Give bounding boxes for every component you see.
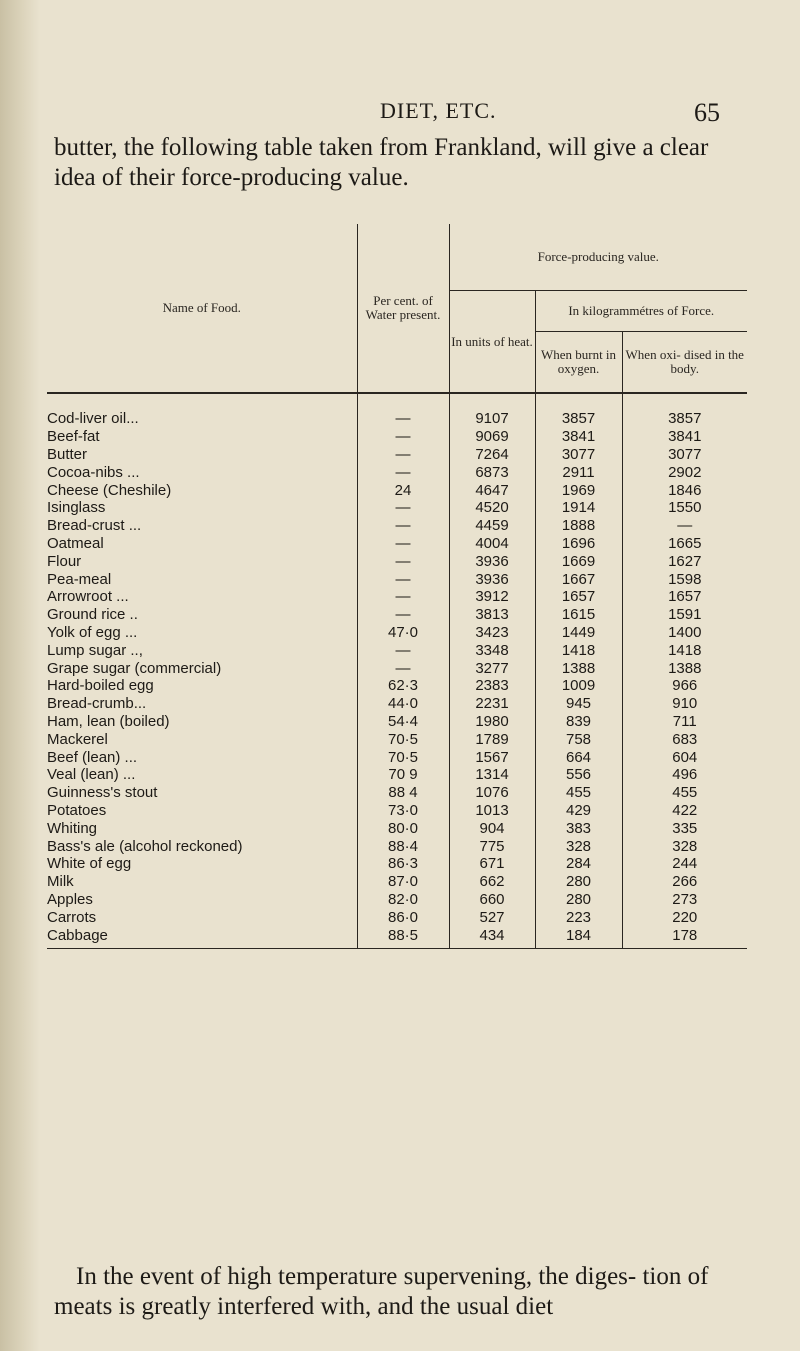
water-percent-cell: — [357, 552, 449, 570]
heat-units-cell: 3277 [449, 659, 535, 677]
food-name-cell: Butter [47, 445, 88, 463]
burnt-in-oxygen-cell: 839 [535, 713, 622, 731]
water-percent-cell: — [357, 499, 449, 517]
oxidised-in-body-cell: 220 [622, 908, 747, 926]
table-row [47, 659, 747, 677]
table-row [47, 766, 747, 784]
oxidised-in-body-cell: 1627 [622, 552, 747, 570]
water-percent-cell: 62·3 [357, 677, 449, 695]
oxidised-in-body-cell: 1846 [622, 481, 747, 499]
food-name-cell: Cod-liver oil... [47, 410, 139, 428]
food-name-cell: Yolk of egg ... [47, 623, 138, 641]
water-percent-cell: 24 [357, 481, 449, 499]
burnt-in-oxygen-cell: 280 [535, 873, 622, 891]
food-name-cell: Potatoes [47, 801, 107, 819]
header-force-producing: Force-producing value. [449, 224, 747, 291]
burnt-in-oxygen-cell: 1669 [535, 552, 622, 570]
water-percent-cell: — [357, 446, 449, 464]
oxidised-in-body-cell: 1418 [622, 641, 747, 659]
header-kilogrammetres: In kilogrammétres of Force. [535, 291, 747, 332]
header-water-percent: Per cent. of Water present. [357, 224, 449, 393]
burnt-in-oxygen-cell: 284 [535, 855, 622, 873]
table-row [47, 695, 747, 713]
burnt-in-oxygen-cell: 556 [535, 766, 622, 784]
burnt-in-oxygen-cell: 1667 [535, 570, 622, 588]
table-row [47, 802, 747, 820]
burnt-in-oxygen-cell: 664 [535, 748, 622, 766]
burnt-in-oxygen-cell: 2911 [535, 463, 622, 481]
food-name-cell: Bass's ale (alcohol reckoned) [47, 837, 243, 855]
heat-units-cell: 4520 [449, 499, 535, 517]
closing-paragraph: In the event of high temperature supervening, the diges- tion of meats is greatly interfered with, and the usual diet [54, 1263, 709, 1320]
food-name-cell: Grape sugar (commercial) [47, 659, 222, 677]
table-row [47, 624, 747, 642]
heat-units-cell: 527 [449, 908, 535, 926]
water-percent-cell: 88 4 [357, 784, 449, 802]
food-name-cell: Whiting [47, 819, 98, 837]
water-percent-cell: — [357, 463, 449, 481]
burnt-in-oxygen-cell: 3077 [535, 446, 622, 464]
food-name-cell: Cheese (Cheshile) [47, 481, 172, 499]
oxidised-in-body-cell: 1591 [622, 606, 747, 624]
food-name-cell: Flour [47, 552, 82, 570]
burnt-in-oxygen-cell: 1696 [535, 535, 622, 553]
table-row [47, 873, 747, 891]
page-edge-shadow [0, 0, 40, 1351]
heat-units-cell: 1567 [449, 748, 535, 766]
oxidised-in-body-cell: — [622, 517, 747, 535]
header-oxidised-in-body: When oxi- dised in the body. [622, 332, 747, 394]
food-name-cell: Isinglass [47, 499, 106, 517]
oxidised-in-body-cell: 3857 [622, 410, 747, 428]
water-percent-cell: 70·5 [357, 748, 449, 766]
food-name-cell: Bread-crust ... [47, 517, 142, 535]
food-name-cell: Hard-boiled egg [47, 677, 154, 695]
oxidised-in-body-cell: 422 [622, 802, 747, 820]
table-row [47, 552, 747, 570]
water-percent-cell: 87·0 [357, 873, 449, 891]
heat-units-cell: 1076 [449, 784, 535, 802]
burnt-in-oxygen-cell: 1449 [535, 624, 622, 642]
running-head: DIET, ETC. [380, 98, 497, 123]
table-row [47, 517, 747, 535]
heat-units-cell: 1980 [449, 713, 535, 731]
heat-units-cell: 4004 [449, 535, 535, 553]
water-percent-cell: — [357, 606, 449, 624]
oxidised-in-body-cell: 1550 [622, 499, 747, 517]
oxidised-in-body-cell: 1657 [622, 588, 747, 606]
oxidised-in-body-cell: 1400 [622, 624, 747, 642]
burnt-in-oxygen-cell: 328 [535, 837, 622, 855]
food-name-cell: Lump sugar .., [47, 641, 143, 659]
burnt-in-oxygen-cell: 1914 [535, 499, 622, 517]
oxidised-in-body-cell: 1388 [622, 659, 747, 677]
heat-units-cell: 3912 [449, 588, 535, 606]
table-row [47, 428, 747, 446]
burnt-in-oxygen-cell: 1418 [535, 641, 622, 659]
heat-units-cell: 1314 [449, 766, 535, 784]
heat-units-cell: 7264 [449, 446, 535, 464]
oxidised-in-body-cell: 496 [622, 766, 747, 784]
oxidised-in-body-cell: 3841 [622, 428, 747, 446]
burnt-in-oxygen-cell: 758 [535, 730, 622, 748]
header-units-of-heat: In units of heat. [449, 291, 535, 394]
burnt-in-oxygen-cell: 1615 [535, 606, 622, 624]
food-name-cell: Oatmeal [47, 534, 104, 552]
table-row [47, 588, 747, 606]
burnt-in-oxygen-cell: 184 [535, 926, 622, 944]
oxidised-in-body-cell: 1598 [622, 570, 747, 588]
food-name-cell: Pea-meal [47, 570, 112, 588]
heat-units-cell: 3423 [449, 624, 535, 642]
oxidised-in-body-cell: 335 [622, 819, 747, 837]
table-row [47, 730, 747, 748]
water-percent-cell: — [357, 410, 449, 428]
table-bottom-rule [47, 944, 747, 949]
heat-units-cell: 434 [449, 926, 535, 944]
heat-units-cell: 2231 [449, 695, 535, 713]
table-row [47, 784, 747, 802]
water-percent-cell: 82·0 [357, 891, 449, 909]
water-percent-cell: 88·4 [357, 837, 449, 855]
page-number: 65 [694, 98, 720, 127]
heat-units-cell: 1789 [449, 730, 535, 748]
water-percent-cell: — [357, 588, 449, 606]
oxidised-in-body-cell: 910 [622, 695, 747, 713]
table-row [47, 908, 747, 926]
heat-units-cell: 662 [449, 873, 535, 891]
food-name-cell: Guinness's stout [47, 784, 158, 802]
table-row [47, 446, 747, 464]
water-percent-cell: — [357, 570, 449, 588]
heat-units-cell: 2383 [449, 677, 535, 695]
oxidised-in-body-cell: 2902 [622, 463, 747, 481]
oxidised-in-body-cell: 455 [622, 784, 747, 802]
water-percent-cell: 88·5 [357, 926, 449, 944]
heat-units-cell: 9107 [449, 410, 535, 428]
heat-units-cell: 4647 [449, 481, 535, 499]
burnt-in-oxygen-cell: 383 [535, 819, 622, 837]
heat-units-cell: 3813 [449, 606, 535, 624]
table-row [47, 891, 747, 909]
heat-units-cell: 4459 [449, 517, 535, 535]
food-name-cell: Ham, lean (boiled) [47, 712, 170, 730]
water-percent-cell: 80·0 [357, 819, 449, 837]
oxidised-in-body-cell: 683 [622, 730, 747, 748]
water-percent-cell: — [357, 517, 449, 535]
food-name-cell: Cocoa-nibs ... [47, 463, 140, 481]
oxidised-in-body-cell: 178 [622, 926, 747, 944]
force-value-table [47, 224, 747, 949]
burnt-in-oxygen-cell: 455 [535, 784, 622, 802]
heat-units-cell: 671 [449, 855, 535, 873]
burnt-in-oxygen-cell: 1888 [535, 517, 622, 535]
burnt-in-oxygen-cell: 429 [535, 802, 622, 820]
food-name-cell: Mackerel [47, 730, 108, 748]
water-percent-cell: 70·5 [357, 730, 449, 748]
burnt-in-oxygen-cell: 945 [535, 695, 622, 713]
water-percent-cell: 86·3 [357, 855, 449, 873]
heat-units-cell: 1013 [449, 802, 535, 820]
food-name-cell: White of egg [47, 855, 132, 873]
burnt-in-oxygen-cell: 1969 [535, 481, 622, 499]
table-row [47, 713, 747, 731]
food-name-cell: Cabbage [47, 926, 108, 944]
header-name-of-food: Name of Food. [162, 300, 241, 315]
water-percent-cell: 70 9 [357, 766, 449, 784]
heat-units-cell: 6873 [449, 463, 535, 481]
heat-units-cell: 904 [449, 819, 535, 837]
water-percent-cell: 86·0 [357, 908, 449, 926]
water-percent-cell: 73·0 [357, 802, 449, 820]
heat-units-cell: 775 [449, 837, 535, 855]
burnt-in-oxygen-cell: 3857 [535, 410, 622, 428]
table-row [47, 677, 747, 695]
table-row [47, 641, 747, 659]
water-percent-cell: — [357, 428, 449, 446]
table-row [47, 463, 747, 481]
water-percent-cell: 47·0 [357, 624, 449, 642]
oxidised-in-body-cell: 266 [622, 873, 747, 891]
oxidised-in-body-cell: 1665 [622, 535, 747, 553]
oxidised-in-body-cell: 244 [622, 855, 747, 873]
burnt-in-oxygen-cell: 223 [535, 908, 622, 926]
table-row [47, 499, 747, 517]
food-name-cell: Beef (lean) ... [47, 748, 138, 766]
burnt-in-oxygen-cell: 1009 [535, 677, 622, 695]
heat-units-cell: 3936 [449, 570, 535, 588]
table-row [47, 748, 747, 766]
heat-units-cell: 3348 [449, 641, 535, 659]
burnt-in-oxygen-cell: 1388 [535, 659, 622, 677]
table-row [47, 606, 747, 624]
table-body [47, 410, 747, 944]
food-name-cell: Milk [47, 873, 74, 891]
heat-units-cell: 9069 [449, 428, 535, 446]
oxidised-in-body-cell: 966 [622, 677, 747, 695]
food-name-cell: Carrots [47, 908, 97, 926]
table-row [47, 819, 747, 837]
food-name-cell: Arrowroot ... [47, 588, 129, 606]
header-burnt-in-oxygen: When burnt in oxygen. [535, 332, 622, 394]
table-row [47, 855, 747, 873]
intro-paragraph: butter, the following table taken from Frankland, will give a clear idea of their force-producing value. [54, 134, 709, 191]
water-percent-cell: — [357, 535, 449, 553]
water-percent-cell: 44·0 [357, 695, 449, 713]
water-percent-cell: — [357, 659, 449, 677]
oxidised-in-body-cell: 711 [622, 713, 747, 731]
heat-units-cell: 3936 [449, 552, 535, 570]
table-row [47, 535, 747, 553]
food-name-cell: Beef-fat [47, 428, 100, 446]
oxidised-in-body-cell: 273 [622, 891, 747, 909]
burnt-in-oxygen-cell: 280 [535, 891, 622, 909]
oxidised-in-body-cell: 604 [622, 748, 747, 766]
water-percent-cell: — [357, 641, 449, 659]
food-name-cell: Apples [47, 890, 93, 908]
table-row [47, 570, 747, 588]
food-name-cell: Veal (lean) ... [47, 766, 136, 784]
oxidised-in-body-cell: 328 [622, 837, 747, 855]
table-row [47, 837, 747, 855]
burnt-in-oxygen-cell: 3841 [535, 428, 622, 446]
burnt-in-oxygen-cell: 1657 [535, 588, 622, 606]
food-name-cell: Ground rice .. [47, 606, 138, 624]
water-percent-cell: 54·4 [357, 713, 449, 731]
table-row [47, 481, 747, 499]
table-row [47, 410, 747, 428]
food-name-cell: Bread-crumb... [47, 695, 147, 713]
oxidised-in-body-cell: 3077 [622, 446, 747, 464]
table-row [47, 926, 747, 944]
heat-units-cell: 660 [449, 891, 535, 909]
